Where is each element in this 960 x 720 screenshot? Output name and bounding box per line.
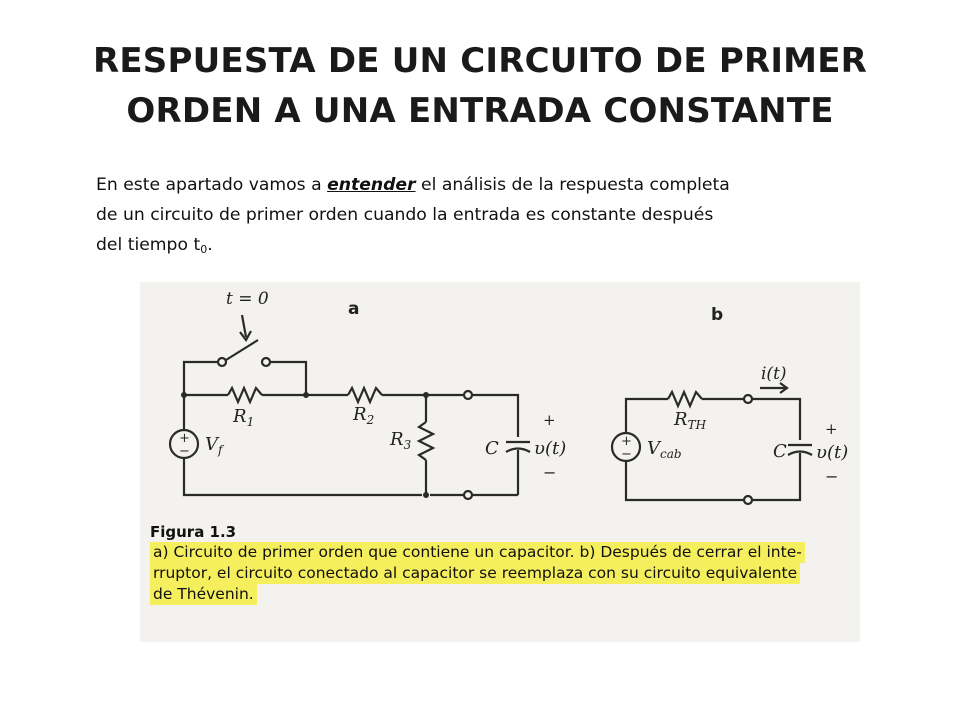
voltage-label-a: υ(t) — [534, 438, 567, 459]
switch-terminal — [262, 358, 270, 366]
wire — [626, 462, 744, 500]
panel-b-label: b — [711, 305, 724, 325]
intro-line-2: de un circuito de primer orden cuando la entrada es constante después — [96, 205, 714, 225]
wire — [184, 458, 422, 495]
wire — [472, 395, 518, 437]
resistor-r3 — [419, 422, 433, 460]
emphasized-word: entender — [327, 175, 416, 195]
r1-symbol: R — [233, 406, 247, 427]
caption-line-3: de Thévenin. — [150, 584, 257, 605]
terminal — [744, 395, 752, 403]
rth-label — [673, 409, 707, 432]
figure-caption — [150, 522, 850, 605]
slide-title — [40, 36, 920, 136]
slide-title-line-1: RESPUESTA DE UN CIRCUITO DE PRIMER — [92, 41, 868, 81]
source-label-a — [205, 434, 225, 457]
caption-line-2: rruptor, el circuito conectado al capacitor se reemplaza con su circuito equivalente — [150, 563, 800, 584]
resistor-r2 — [348, 388, 382, 402]
terminal — [744, 496, 752, 504]
intro-text: . — [207, 235, 213, 255]
r3-symbol: R — [390, 429, 404, 450]
voltage-label-b: υ(t) — [816, 442, 849, 463]
switch-label: t = 0 — [226, 289, 269, 309]
source-minus-b: − — [621, 447, 632, 462]
intro-line-3 — [96, 230, 886, 260]
caption-title: Figura 1.3 — [150, 523, 237, 541]
panel-a-label: a — [348, 299, 360, 319]
wire — [626, 399, 668, 432]
rth-symbol: R — [674, 409, 688, 430]
voltage-plus-a: + — [543, 411, 556, 429]
intro-text: En este apartado vamos a — [96, 175, 328, 195]
resistor-rth — [668, 392, 702, 406]
wire — [752, 399, 800, 440]
r2-subscript: 2 — [366, 413, 375, 427]
circuit-a — [170, 289, 566, 499]
voltage-minus-b: − — [825, 467, 839, 486]
capacitor-label-b: C — [773, 441, 787, 462]
r2-label — [352, 404, 374, 427]
rth-subscript: TH — [687, 418, 707, 432]
switch-blade — [226, 340, 258, 360]
source-minus: − — [179, 444, 190, 459]
resistor-r1 — [228, 388, 262, 402]
intro-line-1 — [96, 170, 886, 200]
r3-subscript: 3 — [403, 438, 412, 452]
terminal — [464, 491, 472, 499]
r1-subscript: 1 — [246, 415, 255, 429]
source-label-b — [647, 438, 682, 461]
slide-title-line-2: ORDEN A UNA ENTRADA CONSTANTE — [126, 91, 834, 131]
wire — [270, 362, 306, 395]
node — [303, 392, 309, 398]
voltage-plus-b: + — [825, 420, 838, 438]
source-plus-b: + — [621, 434, 632, 449]
switch-terminal — [218, 358, 226, 366]
caption-line-1: a) Circuito de primer orden que contiene un capacitor. b) Después de cerrar el inte- — [150, 542, 805, 563]
time-subscript: 0 — [200, 243, 208, 256]
r3-label — [389, 429, 412, 452]
intro-paragraph — [96, 170, 886, 260]
current-label: i(t) — [761, 364, 787, 384]
terminal — [464, 391, 472, 399]
r1-label — [232, 406, 254, 429]
source-plus: + — [179, 431, 190, 446]
source-symbol: V — [205, 434, 218, 455]
source-subscript-b: cab — [660, 447, 682, 461]
source-subscript: f — [218, 443, 223, 457]
intro-text: del tiempo t — [96, 235, 201, 255]
node — [423, 492, 429, 498]
capacitor-label-a: C — [485, 438, 499, 459]
wire — [184, 362, 218, 395]
node — [181, 392, 187, 398]
intro-text: el análisis de la respuesta completa — [415, 175, 730, 195]
circuit-b — [612, 305, 848, 504]
voltage-minus-a: − — [543, 463, 557, 482]
source-symbol-b: V — [647, 438, 660, 459]
r2-symbol: R — [353, 404, 367, 425]
